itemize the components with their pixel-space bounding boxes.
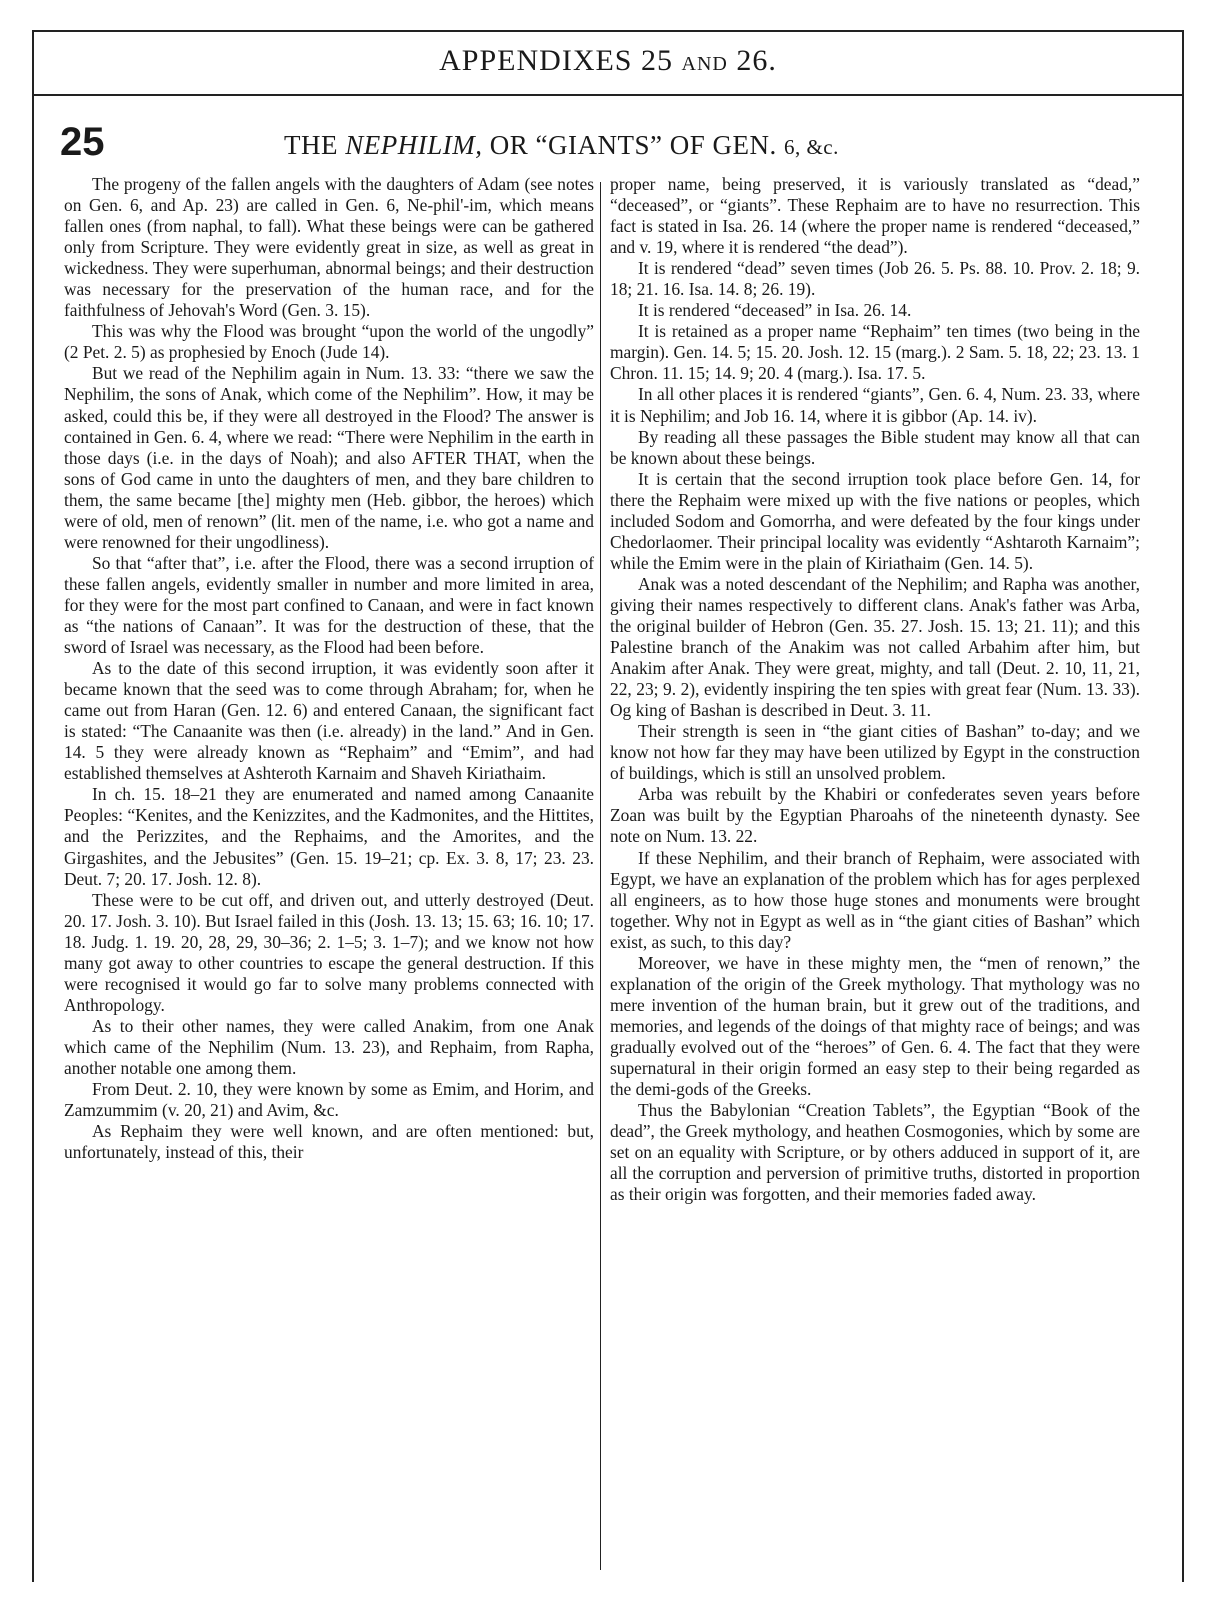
paragraph: Arba was rebuilt by the Khabiri or confederates seven years before Zoan was built by the Egyptian Pharoahs of the nineteenth dynasty. See note on Num. 13. 22. bbox=[610, 784, 1140, 847]
paragraph: Their strength is seen in “the giant cities of Bashan” to-day; and we know not how far they may have been utilized by Egypt in the construction of buildings, which is still an unsolved problem. bbox=[610, 721, 1140, 784]
paragraph: These were to be cut off, and driven out, and utterly destroyed (Deut. 20. 17. Josh. 3. 10). But Israel failed in this (Josh. 13. 13; 15. 63; 16. 10; 17. 18. Judg. 1. 19. 20, 28, 29, 30–36; 2. 1–5; 3. 1–7); and we know not how many got away to other countries to escape the general destruction. If this were recognised it would go far to solve many problems connected with Anthropology. bbox=[64, 889, 594, 1015]
running-head bbox=[34, 44, 1182, 78]
running-head-main: APPENDIXES 25 bbox=[439, 44, 673, 77]
paragraph: It is retained as a proper name “Rephaim” ten times (two being in the margin). Gen. 14. 5; 15. 20. Josh. 12. 15 (marg.). 2 Sam. 5. 18, 22; 23. 13. 1 Chron. 11. 15; 14. 9; 20. 4 (marg.). Isa. 17. 5. bbox=[610, 321, 1140, 384]
paragraph: Thus the Babylonian “Creation Tablets”, the Egyptian “Book of the dead”, the Greek mythology, and heathen Cosmogonies, which by some are set on an equality with Scripture, or by others adduced in support of it, are all the corruption and perversion of primitive truths, distorted in proportion as their origin was forgotten, and their memories faded away. bbox=[610, 1100, 1140, 1205]
appendix-title-ref: 6, &c. bbox=[783, 135, 839, 159]
paragraph: By reading all these passages the Bible student may know all that can be known about these beings. bbox=[610, 426, 1140, 468]
paragraph: In all other places it is rendered “giants”, Gen. 6. 4, Num. 23. 33, where it is Nephilim; and Job 16. 14, where it is gibbor (Ap. 14. iv). bbox=[610, 384, 1140, 426]
page-frame bbox=[32, 30, 1184, 1582]
appendix-title-pre: THE bbox=[284, 130, 338, 160]
left-column bbox=[64, 174, 594, 1582]
paragraph: As to the date of this second irruption, it was evidently soon after it became known that the seed was to come through Abraham; for, when he came out from Haran (Gen. 12. 6) and entered Canaan, the significant fact is stated: “The Canaanite was then (i.e. already) in the land.” And in Gen. 14. 5 they were already known as “Rephaim” and “Emim”, and had established themselves at Ashteroth Karnaim and Shaveh Kiriathaim. bbox=[64, 658, 594, 784]
paragraph: In ch. 15. 18–21 they are enumerated and named among Canaanite Peoples: “Kenites, and the Kenizzites, and the Kadmonites, and the Hittites, and the Perizzites, and the Rephaims, and the Amorites, and the Girgashites, and the Jebusites” (Gen. 15. 19–21; cp. Ex. 3. 8, 17; 23. 23. Deut. 7; 20. 17. Josh. 12. 8). bbox=[64, 784, 594, 889]
paragraph: So that “after that”, i.e. after the Flood, there was a second irruption of these fallen angels, evidently smaller in number and more limited in area, for they were for the most part confined to Canaan, and were in fact known as “the nations of Canaan”. It was for the destruction of these, that the sword of Israel was necessary, as the Flood had been before. bbox=[64, 552, 594, 658]
head-rule bbox=[34, 94, 1182, 96]
paragraph: The progeny of the fallen angels with the daughters of Adam (see notes on Gen. 6, and Ap. 23) are called in Gen. 6, Ne-phil'-im, which means fallen ones (from naphal, to fall). What these beings were can be gathered only from Scripture. They were evidently great in size, as well as great in wickedness. They were superhuman, abnormal beings; and their destruction was necessary for the preservation of the human race, and for the faithfulness of Jehovah's Word (Gen. 3. 15). bbox=[64, 174, 594, 321]
paragraph: Anak was a noted descendant of the Nephilim; and Rapha was another, giving their names respectively to different clans. Anak's father was Arba, the original builder of Hebron (Gen. 35. 27. Josh. 15. 13; 21. 11); and this Palestine branch of the Anakim was not called Arbahim after him, but Anakim after Anak. They were great, mighty, and tall (Deut. 2. 10, 11, 21, 22, 23; 9. 2), evidently inspiring the ten spies with great fear (Num. 13. 33). Og king of Bashan is described in Deut. 3. 11. bbox=[610, 573, 1140, 721]
paragraph: If these Nephilim, and their branch of Rephaim, were associated with Egypt, we have an explanation of the problem which has for ages perplexed all engineers, as to how those huge stones and monuments were brought together. Why not in Egypt as well as in “the giant cities of Bashan” which exist, as such, to this day? bbox=[610, 847, 1140, 952]
paragraph: It is certain that the second irruption took place before Gen. 14, for there the Rephaim were mixed up with the five nations or peoples, which included Sodom and Gomorrha, and were defeated by the four kings under Chedorlaomer. Their principal locality was evidently “Ashtaroth Karnaim”; while the Emim were in the plain of Kiriathaim (Gen. 14. 5). bbox=[610, 468, 1140, 573]
appendix-title-mid: OR “GIANTS” OF GEN. bbox=[489, 130, 777, 160]
running-head-and: AND bbox=[681, 53, 728, 75]
appendix-title-italic: NEPHILIM, bbox=[345, 130, 483, 160]
paragraph: Moreover, we have in these mighty men, the “men of renown,” the explanation of the origin of the Greek mythology. That mythology was no mere invention of the human brain, but it grew out of the traditions, and memories, and legends of the doings of that mighty race of beings; and was gradually evolved out of the “heroes” of Gen. 6. 4. The fact that they were supernatural in their origin formed an easy step to their being regarded as the demi-gods of the Greeks. bbox=[610, 952, 1140, 1100]
paragraph: As Rephaim they were well known, and are often mentioned: but, unfortunately, instead of this, their bbox=[64, 1121, 594, 1163]
running-head-end: 26. bbox=[736, 44, 777, 77]
paragraph: It is rendered “dead” seven times (Job 26. 5. Ps. 88. 10. Prov. 2. 18; 9. 18; 21. 16. Isa. 14. 8; 26. 19). bbox=[610, 258, 1140, 300]
right-column bbox=[610, 174, 1140, 1582]
paragraph: proper name, being preserved, it is variously translated as “dead,” “deceased”, or “giants”. These Rephaim are to have no resurrection. This fact is stated in Isa. 26. 14 (where the proper name is rendered “deceased,” and v. 19, where it is rendered “the dead”). bbox=[610, 174, 1140, 258]
paragraph: From Deut. 2. 10, they were known by some as Emim, and Horim, and Zamzummim (v. 20, 21) and Avim, &c. bbox=[64, 1079, 594, 1121]
paragraph: As to their other names, they were called Anakim, from one Anak which came of the Nephilim (Num. 13. 23), and Rephaim, from Rapha, another notable one among them. bbox=[64, 1015, 594, 1078]
columns bbox=[34, 174, 1182, 1582]
paragraph: This was why the Flood was brought “upon the world of the ungodly” (2 Pet. 2. 5) as prophesied by Enoch (Jude 14). bbox=[64, 321, 594, 363]
appendix-number: 25 bbox=[60, 120, 105, 164]
appendix-title bbox=[284, 130, 1152, 161]
paragraph: But we read of the Nephilim again in Num. 13. 33: “there we saw the Nephilim, the sons of Anak, which come of the Nephilim”. How, it may be asked, could this be, if they were all destroyed in the Flood? The answer is contained in Gen. 6. 4, where we read: “There were Nephilim in the earth in those days (i.e. in the days of Noah); and also AFTER THAT, when the sons of God came in unto the daughters of men, and they bare children to them, the same became [the] mighty men (Heb. gibbor, the heroes) which were of old, men of renown” (lit. men of the name, i.e. who got a name and were renowned for their ungodliness). bbox=[64, 363, 594, 552]
paragraph: It is rendered “deceased” in Isa. 26. 14. bbox=[638, 300, 912, 321]
